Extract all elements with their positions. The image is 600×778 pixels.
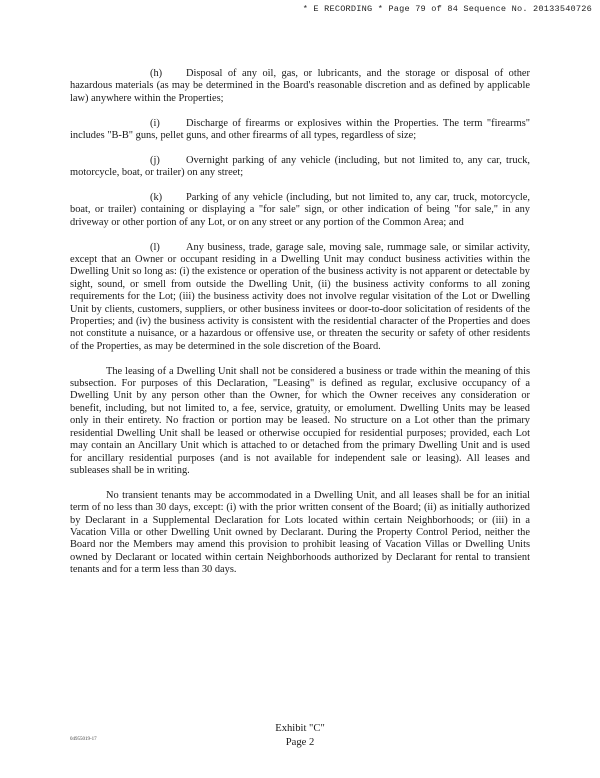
item-letter: (j) bbox=[150, 154, 160, 166]
item-text: Overnight parking of any vehicle (including, but not limited to, any car, truck, motorcycle, boat, or trailer) on any street; bbox=[70, 154, 530, 179]
page-number: Page 2 bbox=[285, 737, 315, 748]
restriction-item-i bbox=[70, 118, 530, 143]
item-letter: (k) bbox=[150, 192, 163, 204]
item-text: Discharge of firearms or explosives within the Properties. The term "firearms" includes "B-B" guns, pellet guns, and other firearms of all types, regardless of size; bbox=[70, 117, 530, 142]
item-text: Parking of any vehicle (including, but not limited to, any car, truck, motorcycle, boat, or trailer) containing or displaying a "for sale" sign, or other indication of being "for sale," in any driveway or other portion of any Lot, or on any street or any portion of the Common Area; and bbox=[70, 192, 530, 228]
restriction-item-k bbox=[70, 192, 530, 229]
item-letter: (l) bbox=[150, 241, 160, 253]
item-letter: (h) bbox=[150, 68, 163, 79]
item-text: Any business, trade, garage sale, moving sale, rummage sale, or similar activity, except that an Owner or occupant residing in a Dwelling Unit may conduct business activities within the Dwelling Unit so long as: (i) the existence or operation of the business activity is not apparent or detectable by sight, sound, or smell from outside the Dwelling Unit, (ii) the business activity conforms to all zoning requirements for the Lot; (iii) the business activity does not involve regular visitation of the Lot or Dwelling Unit by clients, customers, suppliers, or other business invitees or door-to-door solicitation of residents of the Properties; and (iv) the business activity is consistent with the residential character of the Properties and does not constitute a nuisance, or a hazardous or offensive use, or threaten the security or safety of other residents of the Properties, as may be determined in the sole discretion of the Board. bbox=[70, 241, 530, 352]
document-body bbox=[70, 68, 530, 589]
leasing-paragraph: The leasing of a Dwelling Unit shall not be considered a business or trade within the meaning of this subsection. For purposes of this Declaration, "Leasing" is defined as regular, exclusive occupancy of a Dwelling Unit by any person other than the Owner, for which the Owner receives any consideration or benefit, including, but not limited to, a fee, service, gratuity, or emolument. Dwelling Units may be leased only in their entirety. No fraction or portion may be leased. No structure on a Lot other than the primary residential Dwelling Unit shall be leased or otherwise occupied for residential purposes; provided, each Lot may contain an Ancillary Unit which is attached to or detached from the primary Dwelling Unit and is used for ancillary residential purposes (and is not available for independent sale or leasing). All leases and subleases shall be in writing. bbox=[70, 365, 530, 476]
exhibit-title: Exhibit "C" bbox=[275, 723, 325, 734]
transient-tenants-paragraph: No transient tenants may be accommodated in a Dwelling Unit, and all leases shall be for an initial term of no less than 30 days, except: (i) with the prior written consent of the Board; (ii) as initially authorized by Declarant in a Supplemental Declaration for Lots located within certain Neighborhoods; or (iii) in a Vacation Villa or other Dwelling Unit owned by Declarant. During the Property Control Period, neither the Board nor the Members may amend this provision to prohibit leasing of Vacation Villas or Dwelling Units owned by Declarant or located within certain Neighborhoods authorized by Declarant for rental to transient tenants and for a term less than 30 days. bbox=[70, 489, 530, 576]
document-code: 04955019-17 bbox=[70, 737, 97, 742]
item-text: Disposal of any oil, gas, or lubricants, and the storage or disposal of other hazardous materials (as may be determined in the Board's reasonable discretion and as defined by applicable law) anywhere within the Properties; bbox=[70, 68, 530, 104]
item-letter: (i) bbox=[150, 117, 160, 129]
restriction-item-j bbox=[70, 155, 530, 180]
restriction-item-h bbox=[70, 68, 530, 105]
recording-header: * E RECORDING * Page 79 of 84 Sequence No. 20133540726 bbox=[302, 4, 592, 14]
restriction-item-l bbox=[70, 242, 530, 354]
